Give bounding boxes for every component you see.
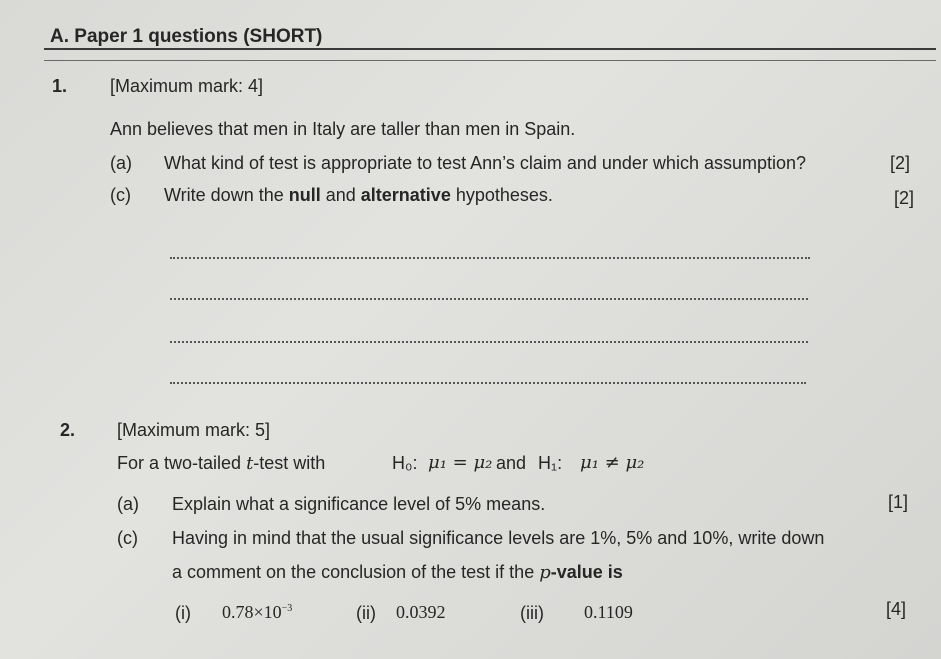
q2-c-text-line1: Having in mind that the usual significance levels are 1%, 5% and 10%, write down xyxy=(172,528,825,548)
q1-number: 1. xyxy=(52,76,68,96)
q2-stem: For a two-tailed t-test with xyxy=(117,453,326,474)
q2-a-label: (a) xyxy=(117,494,139,514)
q2-i-label: (i) xyxy=(175,603,191,623)
q2-ii-label: (ii) xyxy=(356,603,376,623)
answer-line xyxy=(170,298,808,300)
q2-and-text: and xyxy=(496,453,527,473)
q1-a-label: (a) xyxy=(110,153,132,173)
answer-line xyxy=(170,382,806,384)
q2-a-text: Explain what a significance level of 5% means. xyxy=(172,494,546,514)
q2-number: 2. xyxy=(60,420,76,440)
q2-h1-label: H₁: xyxy=(538,453,563,473)
q2-c-mark: [4] xyxy=(886,599,907,619)
q1-stem: Ann believes that men in Italy are taller than men in Spain. xyxy=(110,119,576,139)
q1-c-label: (c) xyxy=(110,185,131,205)
q2-iii-value: 0.1109 xyxy=(584,602,633,622)
section-rule-top xyxy=(44,48,936,50)
q1-a-text: What kind of test is appropriate to test Ann’s claim and under which assumption? xyxy=(164,153,807,173)
q2-i-value: $0.78\times 10^{-3}$ xyxy=(222,602,293,622)
q2-c-label: (c) xyxy=(117,528,138,548)
section-rule-bottom xyxy=(44,60,936,61)
q2-a-mark: [1] xyxy=(888,492,909,512)
q2-h1-expression: μ₁ ≠ μ₂ xyxy=(580,452,645,473)
q2-h0-expression: μ₁ = μ₂ xyxy=(428,452,493,473)
q1-max-mark: [Maximum mark: 4] xyxy=(110,76,264,96)
q2-c-text-line2: a comment on the conclusion of the test if the p-value is xyxy=(172,562,623,583)
q2-h0-label: H₀: xyxy=(392,453,418,473)
q1-c-mark: [2] xyxy=(894,188,915,208)
q2-iii-label: (iii) xyxy=(520,603,544,623)
answer-line xyxy=(170,341,808,343)
q2-ii-value: 0.0392 xyxy=(396,602,446,622)
q1-a-mark: [2] xyxy=(890,153,911,173)
q2-max-mark: [Maximum mark: 5] xyxy=(117,420,271,440)
answer-line xyxy=(170,257,810,259)
section-title: A. Paper 1 questions (SHORT) xyxy=(50,26,323,47)
q1-c-text: Write down the null and alternative hypotheses. xyxy=(164,185,553,205)
